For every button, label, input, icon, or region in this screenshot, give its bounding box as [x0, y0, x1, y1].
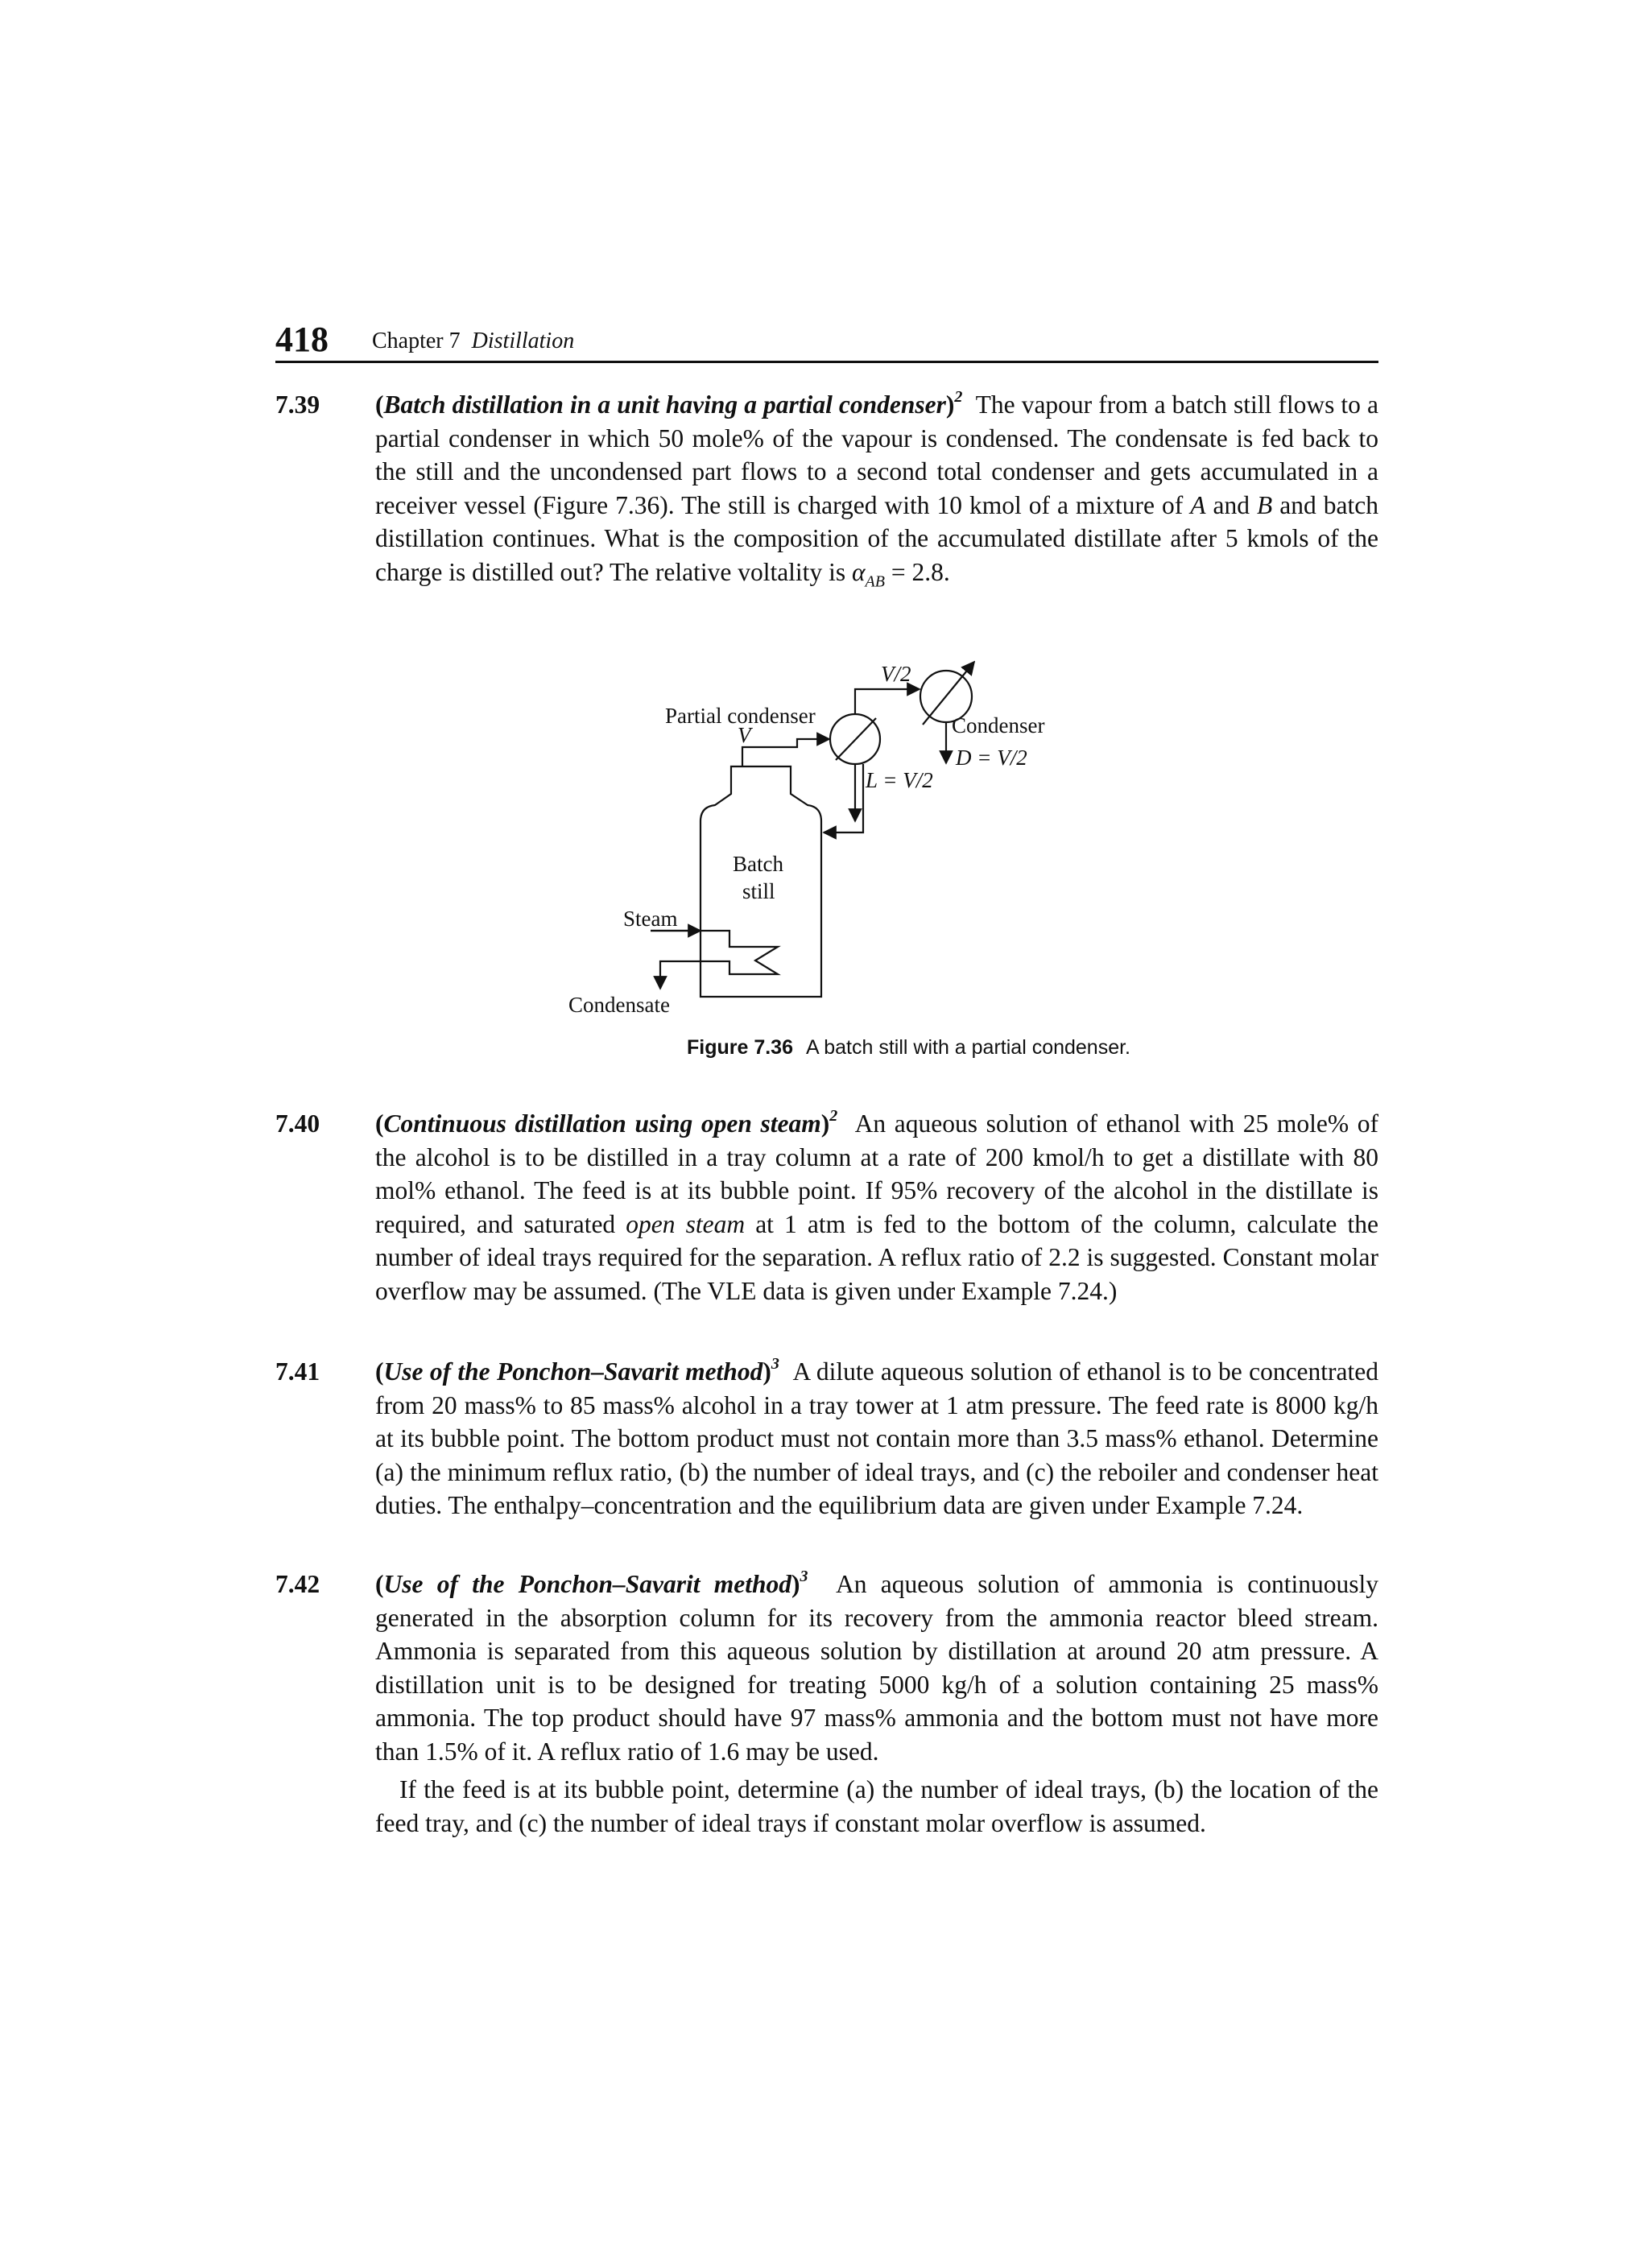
- problem-number: 7.41: [275, 1357, 320, 1386]
- label-v: V: [738, 723, 751, 747]
- label-condenser: Condenser: [952, 713, 1045, 737]
- vapour-half-line: [855, 689, 920, 714]
- problem-body: (Use of the Ponchon–Savarit method)$^3$ A dilute aqueous solution of ethanol is to be concentrated from 20 mass% to 85 mass% alcohol in a tray tower at 1 atm pressure. The feed rate is 8000 kg/h at its bubble point. The bottom product must not contain more than 3.5 mass% ethanol. Determine (a) the minimum reflux ratio, (b) the number of ideal trays, and (c) the reboiler and condenser heat duties. The enthalpy–concentration and the equilibrium data are given under Example 7.24.: [375, 1354, 1378, 1519]
- figure-caption-text: A batch still with a partial condenser.: [806, 1036, 1131, 1059]
- label-batch: Batch: [733, 852, 783, 876]
- problem-paragraph-2: If the feed is at its bubble point, determine (a) the number of ideal trays, (b) the location of the feed tray, and (c) the number of ideal trays if constant molar overflow is assumed.: [375, 1775, 1378, 1837]
- problem-number: 7.42: [275, 1570, 320, 1598]
- alpha-symbol: α: [851, 557, 866, 586]
- header-rule: [275, 361, 1378, 363]
- figure-caption: [687, 1034, 1130, 1061]
- problem-body: (Continuous distillation using open steam)$^2$ An aqueous solution of ethanol with 25 mole% of the alcohol is to be distilled in a tray column at a rate of 200 kmol/h to get a distillate with 80 mol% ethanol. The feed is at its bubble point. If 95% recovery of the alcohol in the distillate is required, and saturated open steam at 1 atm is fed to the bottom of the column, calculate the number of ideal trays required for the separation. A reflux ratio of 2.2 is suggested. Constant molar overflow may be assumed. (The VLE data is given under Example 7.24.): [375, 1106, 1378, 1305]
- steam-line: [651, 931, 778, 989]
- running-head: [372, 324, 574, 359]
- batch-still-diagram: [556, 660, 1119, 1035]
- problem-title: (Continuous distillation using open steam)$^2$: [375, 1106, 838, 1138]
- footnote-ref: 3: [800, 1567, 808, 1585]
- figure-batch-still: [556, 660, 1119, 1035]
- label-reflux: L = V/2: [866, 768, 933, 792]
- figure-label: Figure 7.36: [687, 1036, 793, 1059]
- problem-number: 7.39: [275, 390, 320, 419]
- chapter-title: Distillation: [471, 328, 575, 353]
- problem-7-39: [275, 388, 1378, 589]
- page-number: 418: [275, 320, 329, 359]
- label-distillate: D = V/2: [956, 746, 1027, 770]
- vapour-line: [742, 739, 829, 766]
- problem-7-41: [275, 1355, 1378, 1522]
- problem-title: (Use of the Ponchon–Savarit method)$^3$: [375, 1354, 779, 1386]
- problem-title: (Use of the Ponchon–Savarit method)$^3$: [375, 1567, 808, 1598]
- problem-body: (Use of the Ponchon–Savarit method)$^3$ An aqueous solution of ammonia is continuously generated in the absorption column for its recovery from the ammonia reactor bleed stream. Ammonia is separated from this aqueous solution by distillation at around 20 atm pressure. A distillation unit is to be designed for treating 5000 kg/h of a solution containing 25 mass% ammonia. The top product should have 97 mass% ammonia and the bottom must not have more than 1.5% of it. A reflux ratio of 1.6 may be used. If the feed is at its bubble point, determine (a) the number of ideal trays, (b) the location of the feed tray, and (c) the number of ideal trays if constant molar overflow is assumed.: [375, 1568, 1378, 1840]
- problem-body: (Batch distillation in a unit having a partial condenser)$^2$ The vapour from a batch still flows to a partial condenser in which 50 mole% of the vapour is condensed. The condensate is fed back to the still and the uncondensed part flows to a second total condenser and gets accumulated in a receiver vessel (Figure 7.36). The still is charged with 10 kmol of a mixture of A and B and batch distillation continues. What is the composition of the accumulated distillate after 5 kmols of the charge is distilled out? The relative voltality is $\alpha_{AB} = 2.8$.: [375, 387, 1379, 590]
- label-steam: Steam: [623, 907, 678, 931]
- problem-7-40: [275, 1107, 1378, 1308]
- problem-7-42: [275, 1568, 1378, 1840]
- label-partial-condenser: Partial condenser: [665, 704, 816, 728]
- label-still: still: [742, 879, 775, 903]
- footnote-ref: 2: [954, 387, 963, 406]
- label-v-half: V/2: [881, 662, 911, 686]
- chapter-label: Chapter 7: [372, 328, 461, 353]
- page-header: [275, 317, 1378, 362]
- problem-title: (Batch distillation in a unit having a partial condenser)$^2$: [375, 387, 963, 419]
- footnote-ref: 3: [771, 1354, 779, 1373]
- problem-number: 7.40: [275, 1109, 320, 1138]
- label-condensate: Condensate: [568, 993, 670, 1017]
- footnote-ref: 2: [829, 1106, 838, 1125]
